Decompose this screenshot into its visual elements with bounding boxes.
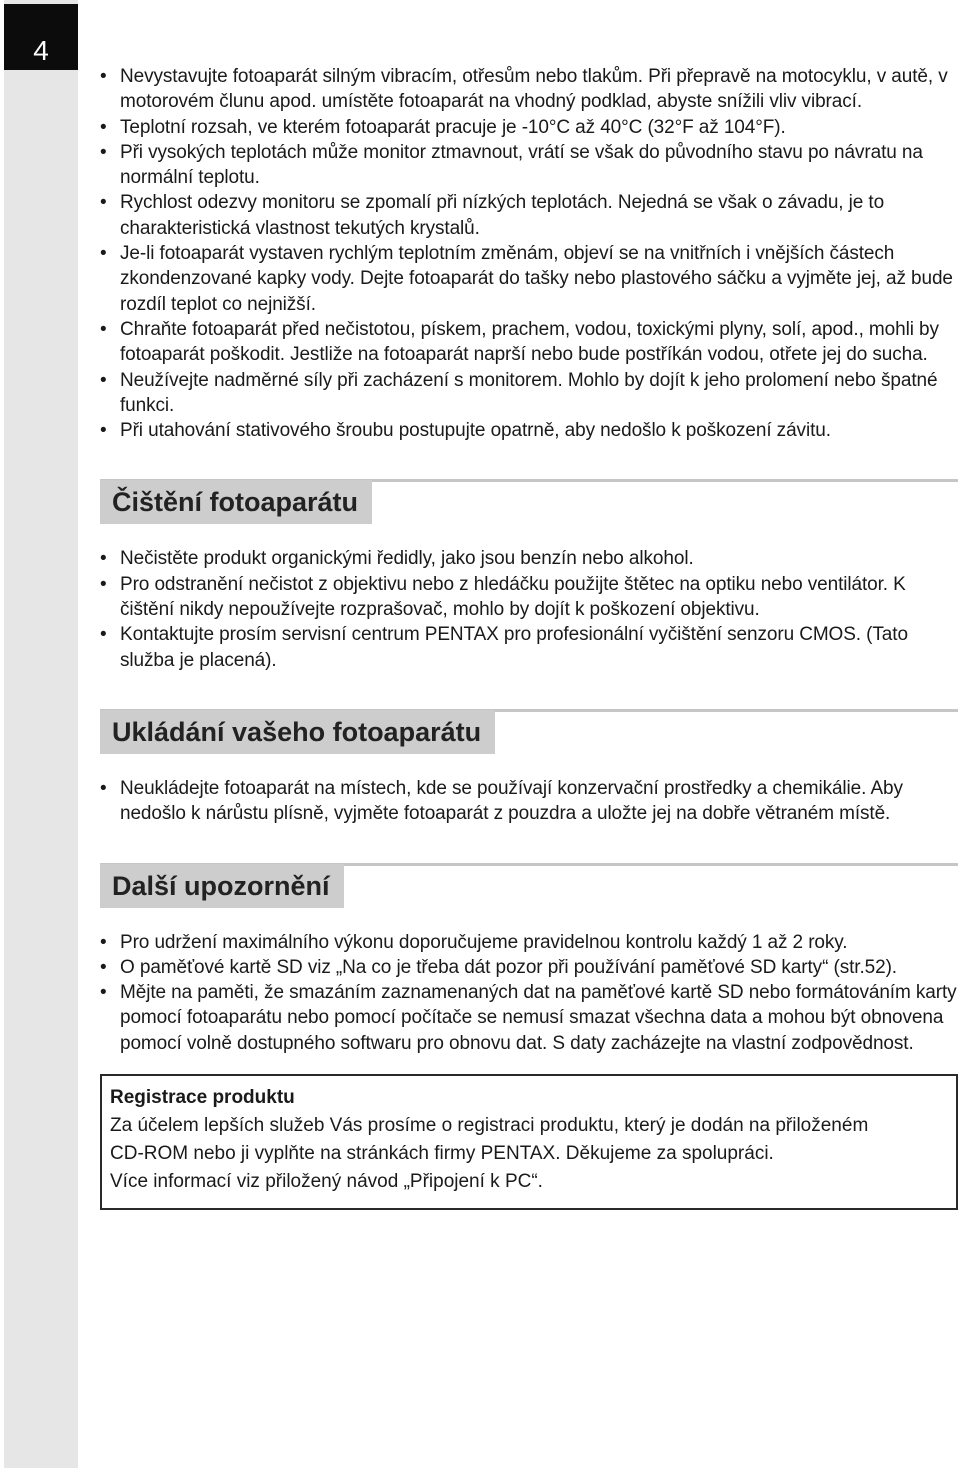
- section-heading-other: [100, 863, 958, 910]
- section-heading-label: Čištění fotoaparátu: [100, 480, 372, 524]
- storage-list: [100, 776, 958, 827]
- page-content: [100, 64, 958, 1210]
- list-item: • Rychlost odezvy monitoru se zpomalí při nízkých teplotách. Nejedná se však o závadu, je to charakteristická vlastnost tekutých krystalů.: [100, 190, 958, 241]
- list-item: • Mějte na paměti, že smazáním zaznamenaných dat na paměťové kartě SD nebo formátováním karty pomocí fotoaparátu nebo pomocí počítače se nemusí smazat všechna data a mohou být obnovena pomocí volně dostupného softwaru pro obnovu dat. S daty zacházejte na vlastní zodpovědnost.: [100, 980, 958, 1056]
- registration-box: [100, 1074, 958, 1210]
- list-item: • Nečistěte produkt organickými ředidly, jako jsou benzín nebo alkohol.: [100, 546, 958, 571]
- list-item: • Při utahování stativového šroubu postupujte opatrně, aby nedošlo k poškození závitu.: [100, 418, 958, 443]
- intro-list: [100, 64, 958, 443]
- section-heading-label: Další upozornění: [100, 864, 344, 908]
- section-heading-storage: [100, 709, 958, 756]
- section-heading-cleaning: [100, 479, 958, 526]
- registration-line: Za účelem lepších služeb Vás prosíme o registraci produktu, který je dodán na přiloženém: [110, 1115, 869, 1137]
- list-item: • Teplotní rozsah, ve kterém fotoaparát pracuje je -10°C až 40°C (32°F až 104°F).: [100, 115, 958, 140]
- section-heading-label: Ukládání vašeho fotoaparátu: [100, 710, 495, 754]
- list-item: • Kontaktujte prosím servisní centrum PENTAX pro profesionální vyčištění senzoru CMOS. (Tato služba je placená).: [100, 622, 958, 673]
- list-item: • Při vysokých teplotách může monitor ztmavnout, vrátí se však do původního stavu po návratu na normální teplotu.: [100, 140, 958, 191]
- list-item: • Je-li fotoaparát vystaven rychlým teplotním změnám, objeví se na vnitřních i vnějších částech zkondenzované kapky vody. Dejte fotoaparát do tašky nebo plastového sáčku a vyjměte jej, až bude rozdíl teplot co nejnižší.: [100, 241, 958, 317]
- cleaning-list: [100, 546, 958, 672]
- registration-line: Více informací viz přiložený návod „Připojení k PC“.: [110, 1171, 543, 1193]
- page-number-tab: 4: [4, 4, 78, 70]
- other-list: [100, 930, 958, 1056]
- list-item: • Neukládejte fotoaparát na místech, kde se používají konzervační prostředky a chemikálie. Aby nedošlo k nárůstu plísně, vyjměte fotoaparát z pouzdra a uložte jej na dobře větraném místě.: [100, 776, 958, 827]
- list-item: • O paměťové kartě SD viz „Na co je třeba dát pozor při používání paměťové SD karty“ (str.52).: [100, 955, 958, 980]
- list-item: • Pro udržení maximálního výkonu doporučujeme pravidelnou kontrolu každý 1 až 2 roky.: [100, 930, 958, 955]
- list-item: • Neužívejte nadměrné síly při zacházení s monitorem. Mohlo by dojít k jeho prolomení nebo špatné funkci.: [100, 368, 958, 419]
- side-strip: [4, 0, 78, 1468]
- registration-line: CD-ROM nebo ji vyplňte na stránkách firmy PENTAX. Děkujeme za spolupráci.: [110, 1143, 774, 1165]
- list-item: • Chraňte fotoaparát před nečistotou, pískem, prachem, vodou, toxickými plyny, solí, apod., mohli by fotoaparát poškodit. Jestliže na fotoaparát naprší nebo bude postříkán vodou, otřete jej do sucha.: [100, 317, 958, 368]
- registration-title: Registrace produktu: [110, 1087, 295, 1109]
- list-item: • Pro odstranění nečistot z objektivu nebo z hledáčku použijte štětec na optiku nebo ventilátor. K čištění nikdy nepoužívejte rozprašovač, mohlo by dojít k poškození objektivu.: [100, 572, 958, 623]
- list-item: • Nevystavujte fotoaparát silným vibracím, otřesům nebo tlakům. Při přepravě na motocyklu, v autě, v motorovém člunu apod. umístěte fotoaparát na vhodný podklad, abyste snížili vliv vibrací.: [100, 64, 958, 115]
